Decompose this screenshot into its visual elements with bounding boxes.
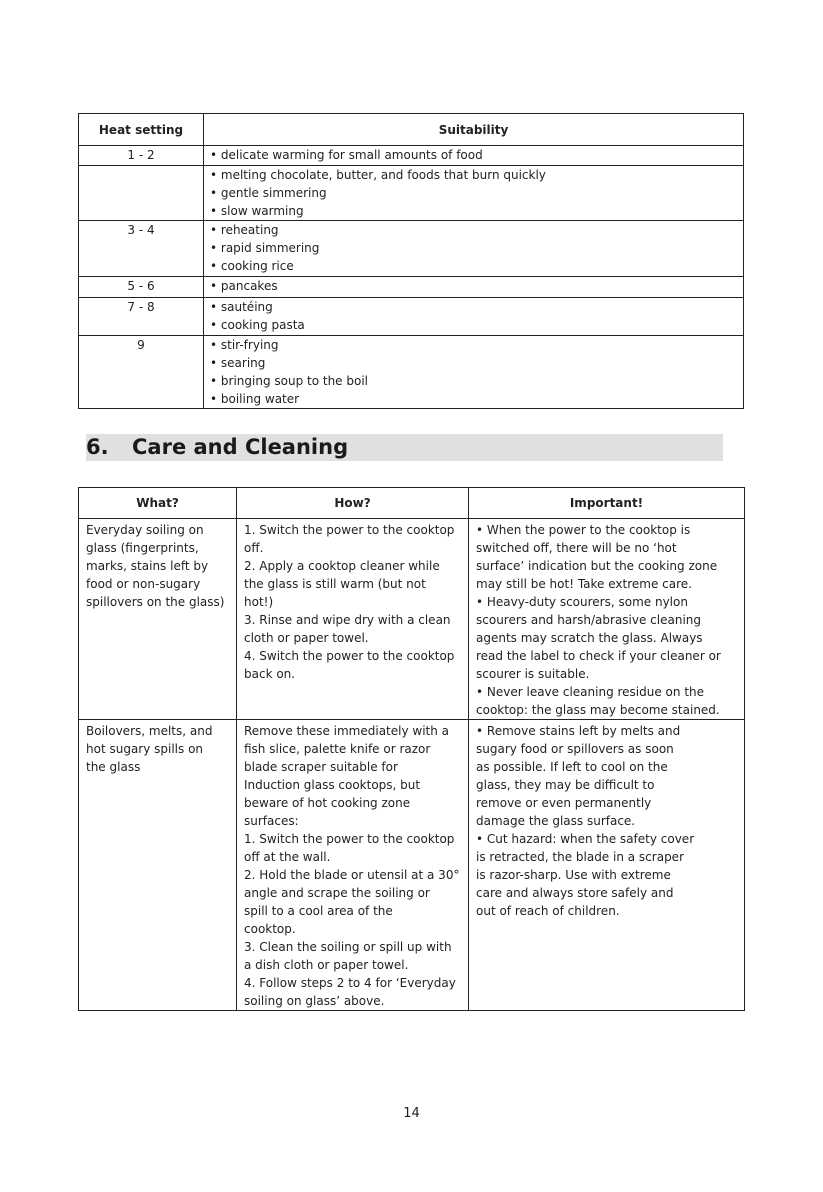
heat-setting-cell (79, 166, 204, 221)
what-line: hot sugary spills on (86, 742, 204, 756)
important-line: • Heavy-duty scourers, some nylon (476, 595, 688, 609)
heat-table-row (79, 146, 744, 166)
suitability-item: • bringing soup to the boil (210, 374, 368, 388)
page-number: 14 (403, 1106, 420, 1121)
important-line: switched off, there will be no ‘hot (476, 541, 677, 555)
important-header: Important! (469, 488, 745, 519)
how-step (244, 521, 462, 557)
how-step-line: spill to a cool area of the (244, 904, 393, 918)
suitability-item: • stir-frying (210, 338, 279, 352)
important-cell (469, 519, 745, 720)
care-table-row (79, 519, 745, 720)
suitability-cell (204, 166, 744, 221)
heat-table-row (79, 166, 744, 221)
how-step-line: off. (244, 541, 264, 555)
heat-setting-header: Heat setting (79, 114, 204, 146)
care-table-body (79, 519, 745, 1011)
care-table-row (79, 720, 745, 1011)
important-line: • Remove stains left by melts and (476, 724, 681, 738)
suitability-item: • pancakes (210, 279, 278, 293)
suitability-cell (204, 146, 744, 166)
how-intro-line: fish slice, palette knife or razor (244, 742, 431, 756)
important-line: sugary food or spillovers as soon (476, 742, 674, 756)
heat-table-row (79, 336, 744, 409)
how-step-line: cloth or paper towel. (244, 631, 369, 645)
how-step (244, 938, 462, 974)
heat-table-header-row (79, 114, 744, 146)
important-line: may still be hot! Take extreme care. (476, 577, 692, 591)
what-cell (79, 720, 237, 1011)
what-cell (79, 519, 237, 720)
heat-setting-cell: 5 - 6 (79, 277, 204, 298)
how-step-line: 4. Follow steps 2 to 4 for ‘Everyday (244, 976, 456, 990)
important-line: damage the glass surface. (476, 814, 636, 828)
heat-setting-cell: 1 - 2 (79, 146, 204, 166)
how-cell (237, 720, 469, 1011)
how-step (244, 866, 462, 938)
important-line: scourers and harsh/abrasive cleaning (476, 613, 702, 627)
how-step (244, 611, 462, 647)
suitability-item: • cooking pasta (210, 318, 305, 332)
important-line: surface’ indication but the cooking zone (476, 559, 718, 573)
important-line: read the label to check if your cleaner or (476, 649, 721, 663)
how-step-line: 4. Switch the power to the cooktop (244, 649, 455, 663)
how-header: How? (237, 488, 469, 519)
how-step (244, 830, 462, 866)
how-step-line: angle and scrape the soiling or (244, 886, 430, 900)
important-line: scourer is suitable. (476, 667, 590, 681)
what-line: Everyday soiling on (86, 523, 204, 537)
how-step-line: 2. Hold the blade or utensil at a 30° (244, 868, 460, 882)
important-line: • When the power to the cooktop is (476, 523, 691, 537)
heat-table-row (79, 277, 744, 298)
section-heading (86, 434, 723, 461)
important-line: remove or even permanently (476, 796, 652, 810)
care-table-header-row (79, 488, 745, 519)
suitability-cell (204, 221, 744, 277)
suitability-item: • searing (210, 356, 266, 370)
how-step-line: 1. Switch the power to the cooktop (244, 832, 455, 846)
important-line: as possible. If left to cool on the (476, 760, 668, 774)
heat-setting-cell: 7 - 8 (79, 298, 204, 336)
suitability-item: • melting chocolate, butter, and foods that burn quickly (210, 168, 546, 182)
important-bullet (476, 830, 738, 920)
how-cell (237, 519, 469, 720)
how-intro-line: Induction glass cooktops, but (244, 778, 421, 792)
suitability-item: • rapid simmering (210, 241, 320, 255)
suitability-item: • gentle simmering (210, 186, 327, 200)
important-line: is retracted, the blade in a scraper (476, 850, 684, 864)
heat-setting-table (78, 113, 744, 409)
how-intro-line: surfaces: (244, 814, 299, 828)
suitability-cell (204, 336, 744, 409)
important-line: care and always store safely and (476, 886, 674, 900)
how-step-line: the glass is still warm (but not (244, 577, 426, 591)
how-step (244, 557, 462, 611)
suitability-cell (204, 298, 744, 336)
important-cell (469, 720, 745, 1011)
what-line: Boilovers, melts, and (86, 724, 213, 738)
how-step-line: soiling on glass’ above. (244, 994, 385, 1008)
how-step-line: off at the wall. (244, 850, 331, 864)
important-bullet (476, 521, 738, 593)
important-line: • Never leave cleaning residue on the (476, 685, 705, 699)
how-step-line: 3. Clean the soiling or spill up with (244, 940, 452, 954)
how-step-line: cooktop. (244, 922, 296, 936)
what-line: marks, stains left by (86, 559, 209, 573)
important-bullet (476, 683, 738, 719)
how-intro-line: beware of hot cooking zone (244, 796, 411, 810)
heat-table-row (79, 221, 744, 277)
suitability-item: • sautéing (210, 300, 273, 314)
how-step-line: 2. Apply a cooktop cleaner while (244, 559, 440, 573)
care-cleaning-table (78, 487, 745, 1011)
suitability-header: Suitability (204, 114, 744, 146)
what-header: What? (79, 488, 237, 519)
suitability-item: • slow warming (210, 204, 304, 218)
suitability-item: • delicate warming for small amounts of food (210, 148, 483, 162)
heat-setting-cell: 3 - 4 (79, 221, 204, 277)
how-step-line: 1. Switch the power to the cooktop (244, 523, 455, 537)
important-line: glass, they may be difficult to (476, 778, 655, 792)
suitability-item: • boiling water (210, 392, 300, 406)
how-step-line: 3. Rinse and wipe dry with a clean (244, 613, 451, 627)
suitability-cell (204, 277, 744, 298)
how-step-line: hot!) (244, 595, 274, 609)
what-line: glass (fingerprints, (86, 541, 199, 555)
how-step-line: back on. (244, 667, 296, 681)
what-line: spillovers on the glass) (86, 595, 225, 609)
how-intro-line: blade scraper suitable for (244, 760, 398, 774)
important-bullet (476, 722, 738, 830)
how-step-line: a dish cloth or paper towel. (244, 958, 409, 972)
important-line: out of reach of children. (476, 904, 620, 918)
heat-table-row (79, 298, 744, 336)
heat-setting-cell: 9 (79, 336, 204, 409)
important-line: agents may scratch the glass. Always (476, 631, 703, 645)
section-number: 6. (86, 435, 109, 459)
important-bullet (476, 593, 738, 683)
suitability-item: • reheating (210, 223, 279, 237)
how-step (244, 647, 462, 683)
important-line: is razor-sharp. Use with extreme (476, 868, 671, 882)
important-line: • Cut hazard: when the safety cover (476, 832, 695, 846)
what-line: food or non-sugary (86, 577, 201, 591)
how-intro-line: Remove these immediately with a (244, 724, 450, 738)
important-line: cooktop: the glass may become stained. (476, 703, 720, 717)
suitability-item: • cooking rice (210, 259, 294, 273)
heat-table-body (79, 146, 744, 409)
how-step (244, 974, 462, 1010)
section-title: Care and Cleaning (132, 435, 349, 459)
what-line: the glass (86, 760, 141, 774)
